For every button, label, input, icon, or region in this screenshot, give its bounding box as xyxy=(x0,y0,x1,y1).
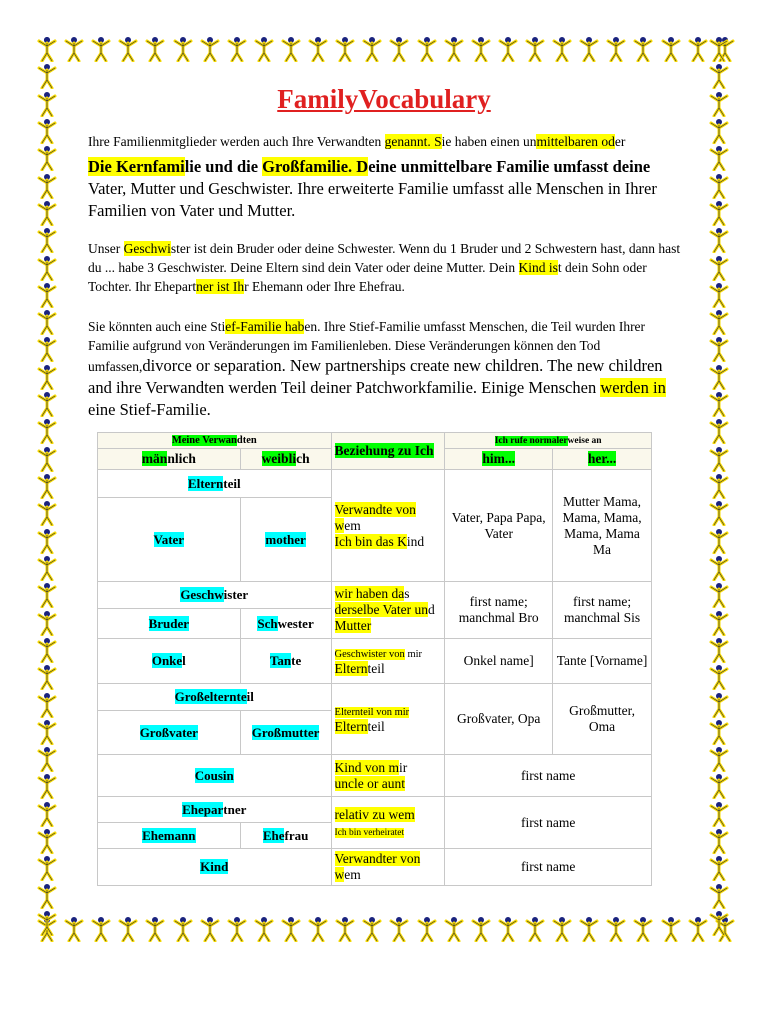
person-waving-figure-icon xyxy=(708,309,736,335)
table-row xyxy=(98,684,652,711)
person-waving-figure-icon xyxy=(36,391,64,417)
person-waving-figure-icon xyxy=(497,36,519,64)
male-bruder: Bruder xyxy=(98,609,241,639)
person-waving-figure-icon xyxy=(172,36,194,64)
header-her: her... xyxy=(553,449,652,470)
person-waving-figure-icon xyxy=(660,36,682,64)
person-waving-figure-icon xyxy=(708,719,736,745)
call-cousin: first name xyxy=(445,755,652,797)
paragraph-siblings: Unser Geschwister ist dein Bruder oder deine Schwester. Wenn du 1 Bruder und 2 Schwestern hast, dann hast du ... habe 3 Geschwister. Deine Eltern sind dein Vater oder deine Mutter. Dein Kind ist dein Sohn oder Tochter. Ihr Ehepartner ist Ihr Ehemann oder Ihre Ehefrau. xyxy=(88,241,681,294)
person-waving-figure-icon xyxy=(361,36,383,64)
person-waving-figure-icon xyxy=(144,916,166,944)
table-header-row xyxy=(98,433,652,449)
person-waving-figure-icon xyxy=(280,36,302,64)
person-waving-figure-icon xyxy=(307,36,329,64)
person-waving-figure-icon xyxy=(708,336,736,362)
person-waving-figure-icon xyxy=(36,36,64,62)
person-waving-figure-icon xyxy=(416,916,438,944)
person-waving-figure-icon xyxy=(63,916,85,944)
person-waving-figure-icon xyxy=(578,916,600,944)
group-ehepartner: Ehepartner xyxy=(98,797,332,823)
person-waving-figure-icon xyxy=(280,916,302,944)
person-waving-figure-icon xyxy=(199,916,221,944)
call-him-onkel: Onkel name] xyxy=(445,639,553,684)
person-waving-figure-icon xyxy=(708,227,736,253)
person-waving-figure-icon xyxy=(708,746,736,772)
group-kind: Kind xyxy=(98,849,332,886)
person-waving-figure-icon xyxy=(708,36,736,62)
female-schwester: Schwester xyxy=(240,609,331,639)
female-ehefrau: Ehefrau xyxy=(240,823,331,849)
person-waving-figure-icon xyxy=(708,282,736,308)
call-him-grossvater: Großvater, Opa xyxy=(445,684,553,755)
person-waving-figure-icon xyxy=(687,916,709,944)
person-waving-figure-icon xyxy=(334,916,356,944)
person-waving-figure-icon xyxy=(90,916,112,944)
paragraph-family-types: Die Kernfamilie und die Großfamilie. Deine unmittelbare Familie umfasst deine Vater, Mutter und Geschwister. Ihre erweiterte Familie umfasst alle Menschen in Ihrer Familien von Vater und Mutter. xyxy=(88,157,657,220)
person-waving-figure-icon xyxy=(36,364,64,390)
table-row xyxy=(98,470,652,498)
header-him: him... xyxy=(445,449,553,470)
person-waving-figure-icon xyxy=(708,828,736,854)
person-waving-figure-icon xyxy=(36,610,64,636)
group-cousin: Cousin xyxy=(98,755,332,797)
call-kind: first name xyxy=(445,849,652,886)
person-waving-figure-icon xyxy=(226,36,248,64)
person-waving-figure-icon xyxy=(36,446,64,472)
person-waving-figure-icon xyxy=(605,36,627,64)
person-waving-figure-icon xyxy=(253,916,275,944)
person-waving-figure-icon xyxy=(497,916,519,944)
person-waving-figure-icon xyxy=(708,773,736,799)
person-waving-figure-icon xyxy=(36,227,64,253)
person-waving-figure-icon xyxy=(578,36,600,64)
person-waving-figure-icon xyxy=(36,801,64,827)
person-waving-figure-icon xyxy=(470,36,492,64)
header-ich-rufe: Ich rufe normalerweise an xyxy=(445,433,652,449)
person-waving-figure-icon xyxy=(36,719,64,745)
relation-elternteil: Verwandte von wem Ich bin das Kind xyxy=(331,470,445,582)
paragraph-intro: Ihre Familienmitglieder werden auch Ihre Verwandten genannt. Sie haben einen unmittelbaren oder xyxy=(88,134,626,149)
female-tante: Tante xyxy=(240,639,331,684)
header-weiblich: weiblich xyxy=(240,449,331,470)
person-waving-figure-icon xyxy=(388,36,410,64)
person-waving-figure-icon xyxy=(63,36,85,64)
person-waving-figure-icon xyxy=(708,446,736,472)
person-waving-figure-icon xyxy=(36,173,64,199)
table-row xyxy=(98,582,652,609)
relation-ehepartner: relativ zu wem Ich bin verheiratet xyxy=(331,797,445,849)
person-waving-figure-icon xyxy=(36,582,64,608)
person-waving-figure-icon xyxy=(36,828,64,854)
person-waving-figure-icon xyxy=(708,500,736,526)
page-border-bottom xyxy=(36,916,736,944)
page-border-top xyxy=(36,36,736,64)
person-waving-figure-icon xyxy=(36,555,64,581)
person-waving-figure-icon xyxy=(172,916,194,944)
person-waving-figure-icon xyxy=(36,910,64,936)
person-waving-figure-icon xyxy=(708,910,736,936)
male-grossvater: Großvater xyxy=(98,711,241,755)
relation-kind: Verwandter von wem xyxy=(331,849,445,886)
relation-onkel-tante: Geschwister von mir Elternteil xyxy=(331,639,445,684)
person-waving-figure-icon xyxy=(660,916,682,944)
group-grosselternteil: Großelternteil xyxy=(98,684,332,711)
person-waving-figure-icon xyxy=(708,418,736,444)
person-waving-figure-icon xyxy=(551,36,573,64)
call-her-mutter: Mutter Mama, Mama, Mama, Mama, Mama Ma xyxy=(553,470,652,582)
person-waving-figure-icon xyxy=(708,473,736,499)
person-waving-figure-icon xyxy=(36,418,64,444)
page-border-left xyxy=(36,36,64,936)
person-waving-figure-icon xyxy=(524,916,546,944)
header-meine-verwandten: Meine Verwandten xyxy=(98,433,332,449)
person-waving-figure-icon xyxy=(605,916,627,944)
person-waving-figure-icon xyxy=(36,309,64,335)
person-waving-figure-icon xyxy=(36,773,64,799)
female-mother: mother xyxy=(240,498,331,582)
person-waving-figure-icon xyxy=(334,36,356,64)
person-waving-figure-icon xyxy=(470,916,492,944)
person-waving-figure-icon xyxy=(708,145,736,171)
male-vater: Vater xyxy=(98,498,241,582)
person-waving-figure-icon xyxy=(416,36,438,64)
person-waving-figure-icon xyxy=(708,637,736,663)
header-maennlich: männlich xyxy=(98,449,241,470)
person-waving-figure-icon xyxy=(551,916,573,944)
person-waving-figure-icon xyxy=(708,883,736,909)
person-waving-figure-icon xyxy=(708,555,736,581)
person-waving-figure-icon xyxy=(708,855,736,881)
person-waving-figure-icon xyxy=(36,282,64,308)
person-waving-figure-icon xyxy=(117,916,139,944)
person-waving-figure-icon xyxy=(90,36,112,64)
person-waving-figure-icon xyxy=(708,582,736,608)
page-title: FamilyVocabulary xyxy=(277,84,491,114)
page-border-right xyxy=(708,36,736,936)
table-row xyxy=(98,797,652,823)
person-waving-figure-icon xyxy=(632,916,654,944)
group-elternteil: Elternteil xyxy=(98,470,332,498)
person-waving-figure-icon xyxy=(36,528,64,554)
person-waving-figure-icon xyxy=(443,916,465,944)
person-waving-figure-icon xyxy=(708,528,736,554)
call-ehepartner: first name xyxy=(445,797,652,849)
person-waving-figure-icon xyxy=(36,118,64,144)
person-waving-figure-icon xyxy=(36,664,64,690)
person-waving-figure-icon xyxy=(708,664,736,690)
person-waving-figure-icon xyxy=(253,36,275,64)
call-her-tante: Tante [Vorname] xyxy=(553,639,652,684)
relation-cousin: Kind von mir uncle or aunt xyxy=(331,755,445,797)
person-waving-figure-icon xyxy=(199,36,221,64)
person-waving-figure-icon xyxy=(36,500,64,526)
table-row xyxy=(98,849,652,886)
relation-grosselternteil: Elternteil von mir Elternteil xyxy=(331,684,445,755)
vocabulary-table xyxy=(97,432,652,886)
table-row xyxy=(98,755,652,797)
person-waving-figure-icon xyxy=(524,36,546,64)
person-waving-figure-icon xyxy=(708,118,736,144)
person-waving-figure-icon xyxy=(388,916,410,944)
person-waving-figure-icon xyxy=(226,916,248,944)
paragraph-stepfamily: Sie könnten auch eine Stief-Familie haben. Ihre Stief-Familie umfasst Menschen, die Teil wurden Ihrer Familie aufgrund von Veränderungen im Familienleben. Diese Veränderungen können den Tod umfassen,divorce or separation. New partnerships create new children. The new children and ihre Verwandten werden Teil deiner Patchworkfamilie. Einige Menschen werden in eine Stief-Familie. xyxy=(88,319,666,419)
call-him-bruder: first name; manchmal Bro xyxy=(445,582,553,639)
person-waving-figure-icon xyxy=(36,855,64,881)
male-ehemann: Ehemann xyxy=(98,823,241,849)
call-him-vater: Vater, Papa Papa, Vater xyxy=(445,470,553,582)
person-waving-figure-icon xyxy=(708,610,736,636)
person-waving-figure-icon xyxy=(36,336,64,362)
relation-geschwister: wir haben das derselbe Vater und Mutter xyxy=(331,582,445,639)
person-waving-figure-icon xyxy=(687,36,709,64)
person-waving-figure-icon xyxy=(307,916,329,944)
group-geschwister: Geschwister xyxy=(98,582,332,609)
person-waving-figure-icon xyxy=(36,746,64,772)
person-waving-figure-icon xyxy=(36,200,64,226)
person-waving-figure-icon xyxy=(708,200,736,226)
person-waving-figure-icon xyxy=(36,473,64,499)
person-waving-figure-icon xyxy=(36,883,64,909)
person-waving-figure-icon xyxy=(36,145,64,171)
person-waving-figure-icon xyxy=(632,36,654,64)
call-her-grossmutter: Großmutter, Oma xyxy=(553,684,652,755)
person-waving-figure-icon xyxy=(117,36,139,64)
person-waving-figure-icon xyxy=(36,637,64,663)
person-waving-figure-icon xyxy=(443,36,465,64)
call-her-schwester: first name; manchmal Sis xyxy=(553,582,652,639)
person-waving-figure-icon xyxy=(361,916,383,944)
table-row xyxy=(98,639,652,684)
person-waving-figure-icon xyxy=(708,801,736,827)
male-onkel: Onkel xyxy=(98,639,241,684)
person-waving-figure-icon xyxy=(36,692,64,718)
female-grossmutter: Großmutter xyxy=(240,711,331,755)
person-waving-figure-icon xyxy=(144,36,166,64)
person-waving-figure-icon xyxy=(36,255,64,281)
person-waving-figure-icon xyxy=(708,364,736,390)
header-beziehung: Beziehung zu Ich xyxy=(331,433,445,470)
person-waving-figure-icon xyxy=(708,255,736,281)
person-waving-figure-icon xyxy=(708,391,736,417)
person-waving-figure-icon xyxy=(708,173,736,199)
person-waving-figure-icon xyxy=(708,692,736,718)
